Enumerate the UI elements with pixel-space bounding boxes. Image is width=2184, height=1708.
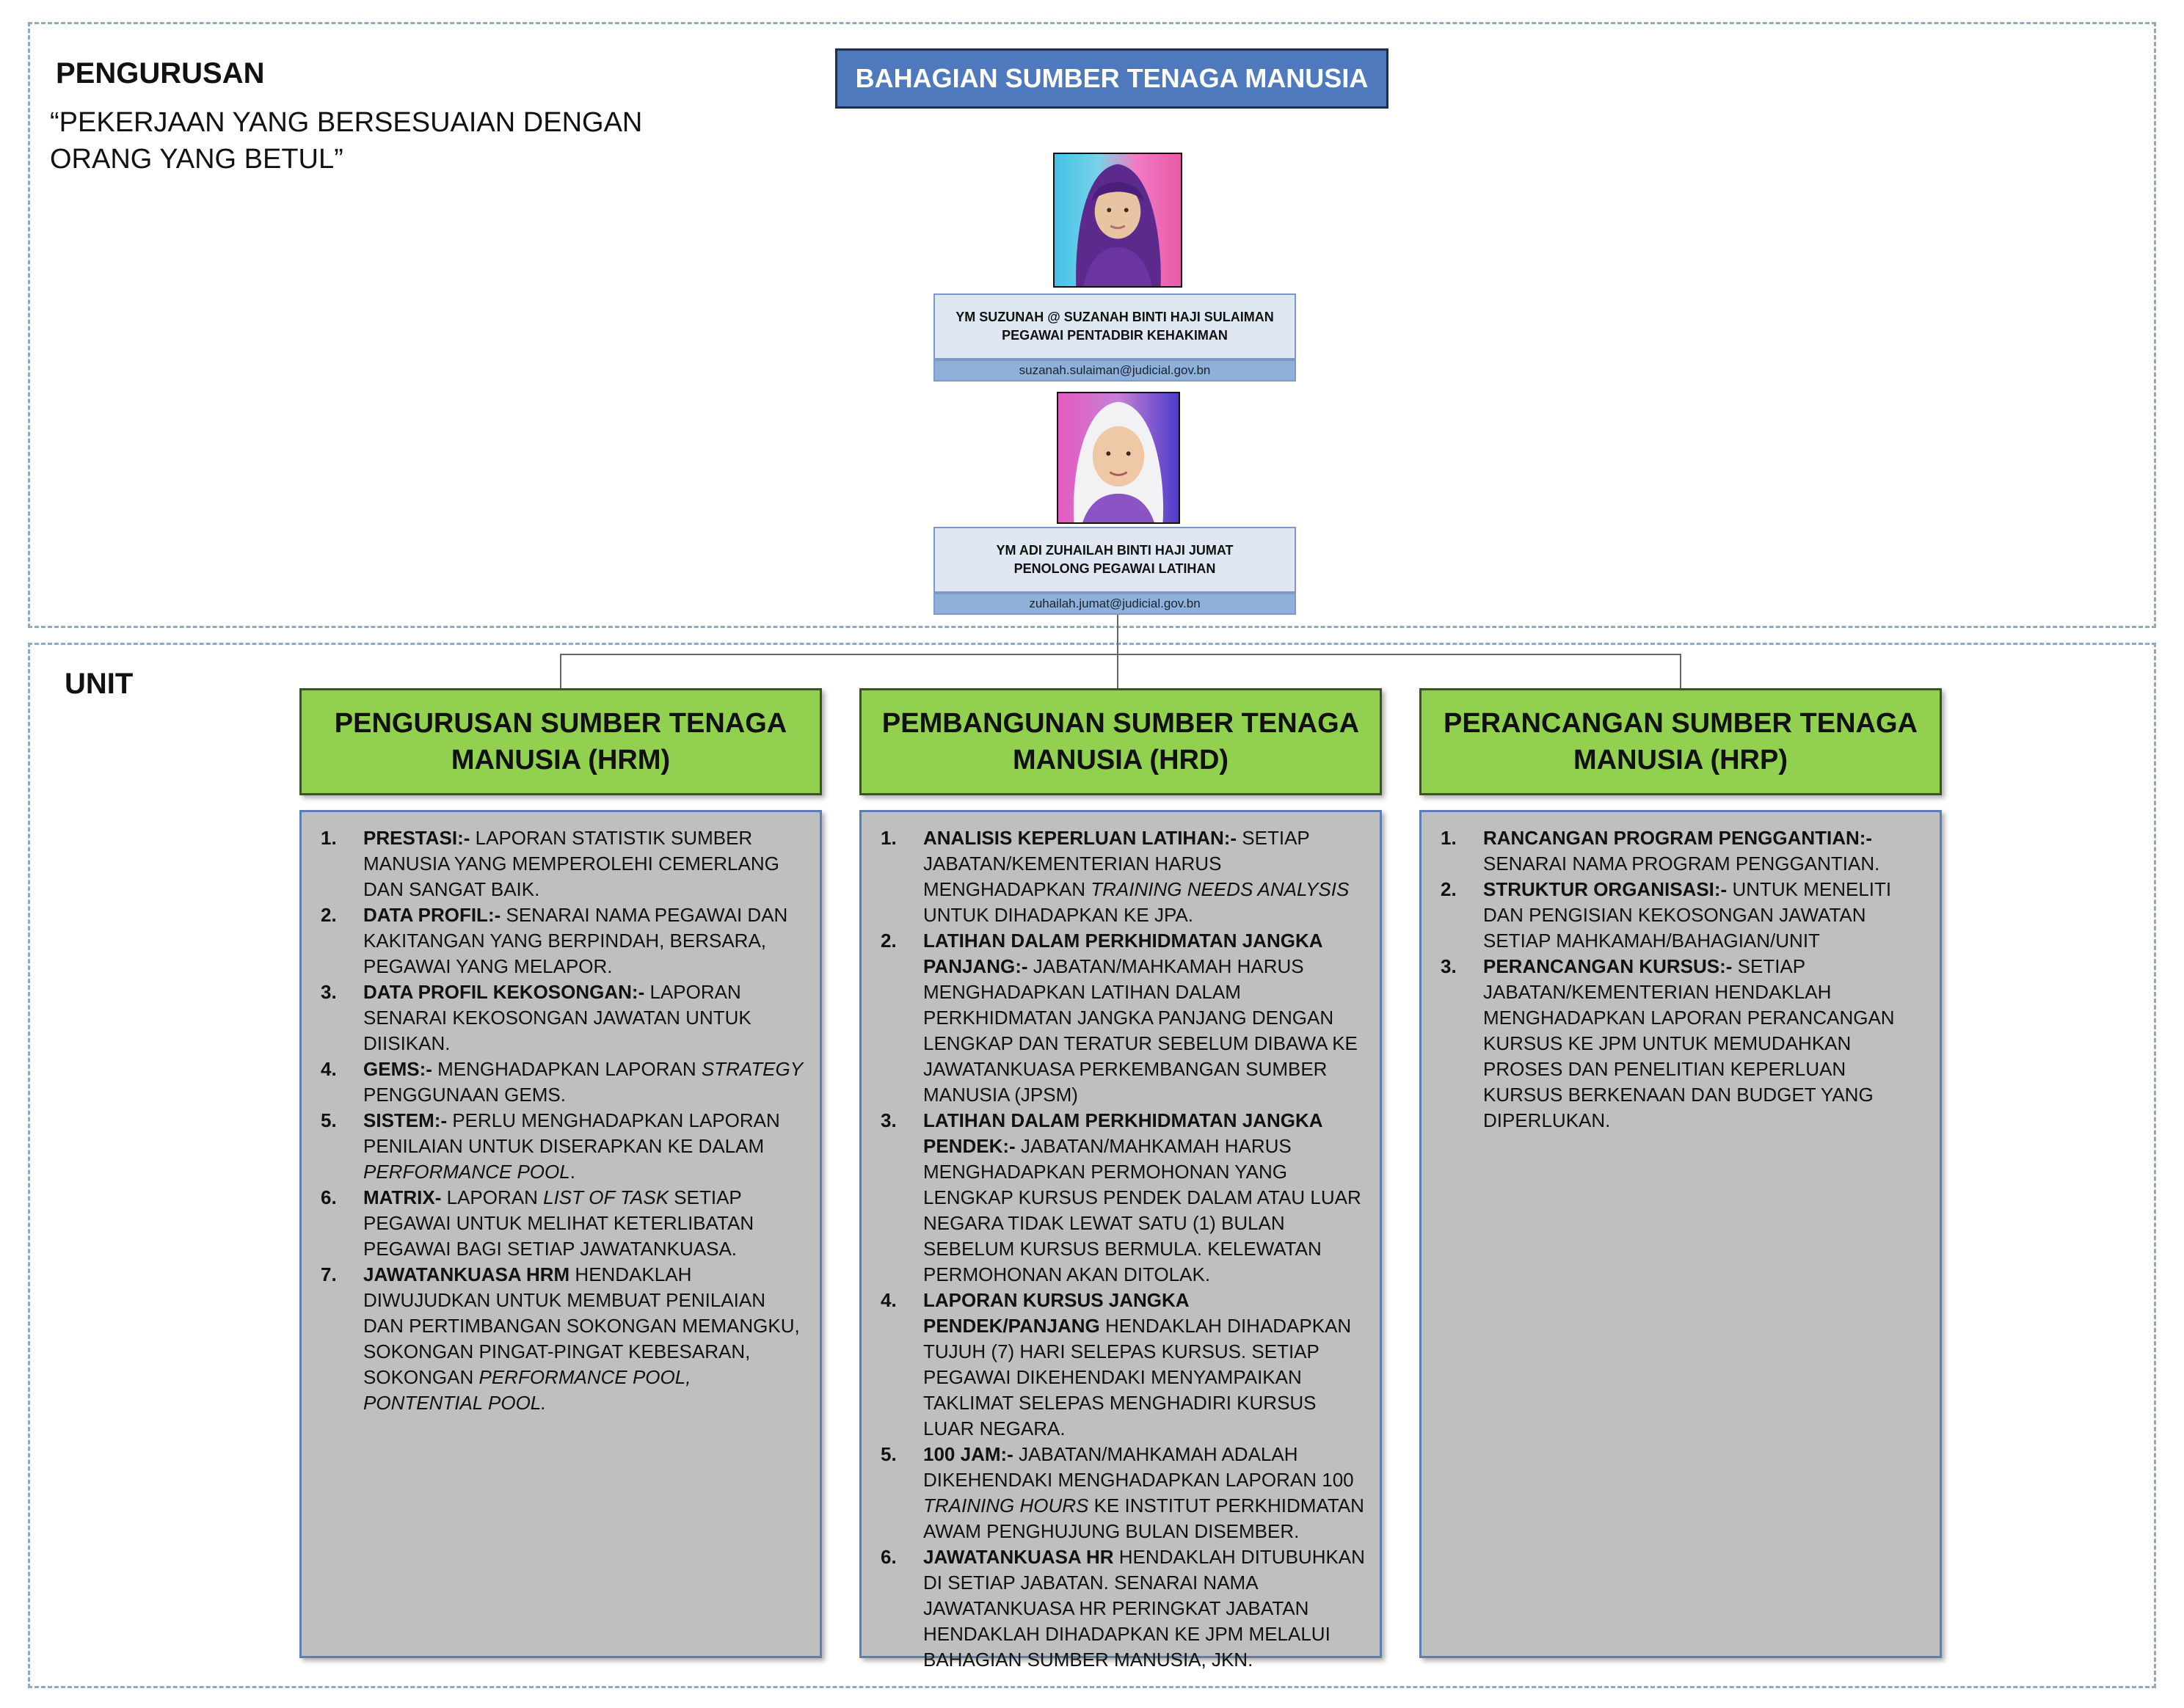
list-item-number: 3. bbox=[1441, 955, 1457, 977]
list-item-label: JAWATANKUASA HRM bbox=[363, 1263, 570, 1285]
list-item-text: PERFORMANCE POOL bbox=[363, 1161, 570, 1183]
officer-1-card bbox=[933, 293, 1296, 360]
list-item-number: 4. bbox=[321, 1058, 337, 1080]
list-item-text: MENGHADAPKAN LAPORAN bbox=[432, 1058, 702, 1080]
list-item bbox=[321, 825, 805, 902]
list-item-label: JAWATANKUASA HR bbox=[923, 1546, 1114, 1568]
list-item-text: HENDAKLAH DIWUJUDKAN UNTUK MEMBUAT PENILAIAN DAN PERTIMBANGAN SOKONGAN MEMANGKU, SOKONGAN PINGAT-PINGAT KEBESARAN, SOKONGAN bbox=[363, 1263, 800, 1388]
unit-hrp-description bbox=[1419, 810, 1942, 1658]
unit-hrp-item-list bbox=[1441, 825, 1925, 1134]
unit-hrd-title-line-2: MANUSIA (HRD) bbox=[1012, 745, 1229, 775]
unit-hrp-title-line-2: MANUSIA (HRP) bbox=[1573, 745, 1788, 775]
connector-hrp bbox=[1680, 654, 1681, 688]
connector-hrm bbox=[560, 654, 561, 688]
list-item-text: SENARAI NAMA PROGRAM PENGGANTIAN. bbox=[1483, 853, 1880, 875]
list-item-text: TRAINING HOURS bbox=[923, 1494, 1089, 1517]
list-item-label: SISTEM:- bbox=[363, 1109, 448, 1131]
list-item-number: 1. bbox=[321, 827, 337, 849]
unit-label: UNIT bbox=[65, 668, 134, 700]
list-item-label: DATA PROFIL KEKOSONGAN:- bbox=[363, 981, 645, 1003]
list-item-label: PERANCANGAN KURSUS:- bbox=[1483, 955, 1733, 977]
list-item-label: GEMS:- bbox=[363, 1058, 432, 1080]
list-item bbox=[321, 1056, 805, 1108]
management-label: PENGURUSAN bbox=[56, 57, 265, 90]
officer-1-name: YM SUZUNAH @ SUZANAH BINTI HAJI SULAIMAN bbox=[956, 310, 1274, 324]
list-item-text: LAPORAN STATISTIK SUMBER MANUSIA YANG MEMPEROLEHI CEMERLANG DAN SANGAT BAIK. bbox=[363, 827, 779, 900]
department-title: BAHAGIAN SUMBER TENAGA MANUSIA bbox=[835, 48, 1388, 109]
list-item-number: 5. bbox=[881, 1443, 897, 1465]
list-item-text: PERFORMANCE POOL, PONTENTIAL POOL. bbox=[363, 1366, 691, 1414]
motto bbox=[50, 104, 652, 178]
officer-2-email[interactable]: zuhailah.jumat@judicial.gov.bn bbox=[933, 593, 1296, 615]
list-item bbox=[321, 979, 805, 1056]
unit-hrm-description bbox=[299, 810, 822, 1658]
list-item-text: LIST OF TASK bbox=[543, 1186, 669, 1208]
unit-hrd-title-line-1: PEMBANGUNAN SUMBER TENAGA bbox=[881, 708, 1360, 739]
list-item-number: 1. bbox=[1441, 827, 1457, 849]
unit-hrd-header bbox=[859, 688, 1382, 795]
unit-hrm-item-list bbox=[321, 825, 805, 1416]
list-item-label: PRESTASI:- bbox=[363, 827, 470, 849]
list-item-text: PENGGUNAAN GEMS. bbox=[363, 1084, 566, 1106]
list-item-text: HENDAKLAH DIHADAPKAN TUJUH (7) HARI SELEPAS KURSUS. SETIAP PEGAWAI DIKEHENDAKI MENYAMPAIKAN TAKLIMAT SELEPAS MENGHADIRI KURSUS LUAR NEGARA. bbox=[923, 1315, 1352, 1439]
list-item-number: 5. bbox=[321, 1109, 337, 1131]
list-item-text: JABATAN/MAHKAMAH HARUS MENGHADAPKAN PERMOHONAN YANG LENGKAP KURSUS PENDEK DALAM ATAU LUAR NEGARA TIDAK LEWAT SATU (1) BULAN SEBELUM KURSUS BERMULA. KELEWATAN PERMOHONAN AKAN DITOLAK. bbox=[923, 1135, 1361, 1285]
list-item-text: TRAINING NEEDS ANALYSIS bbox=[1091, 878, 1350, 900]
motto-line-1: “PEKERJAAN YANG BERSESUAIAN DENGAN bbox=[50, 107, 643, 138]
officer-1-photo bbox=[1053, 153, 1182, 288]
list-item bbox=[321, 1262, 805, 1416]
list-item bbox=[321, 1108, 805, 1185]
list-item-number: 2. bbox=[881, 930, 897, 952]
officer-1-email[interactable]: suzanah.sulaiman@judicial.gov.bn bbox=[933, 360, 1296, 382]
list-item-number: 6. bbox=[881, 1546, 897, 1568]
list-item-label: MATRIX- bbox=[363, 1186, 442, 1208]
list-item-label: RANCANGAN PROGRAM PENGGANTIAN:- bbox=[1483, 827, 1873, 849]
list-item-text: UNTUK MENELITI DAN PENGISIAN KEKOSONGAN JAWATAN SETIAP MAHKAMAH/BAHAGIAN/UNIT bbox=[1483, 878, 1892, 952]
list-item-number: 3. bbox=[321, 981, 337, 1003]
officer-2-card bbox=[933, 527, 1296, 593]
officer-2-position: PENOLONG PEGAWAI LATIHAN bbox=[1013, 561, 1216, 576]
list-item bbox=[1441, 954, 1925, 1134]
list-item-number: 2. bbox=[1441, 878, 1457, 900]
list-item-text: LAPORAN bbox=[441, 1186, 544, 1208]
list-item bbox=[1441, 825, 1925, 877]
list-item-text: SETIAP JABATAN/KEMENTERIAN HARUS MENGHADAPKAN bbox=[923, 827, 1310, 900]
list-item-text: JABATAN/MAHKAMAH HARUS MENGHADAPKAN LATIHAN DALAM PERKHIDMATAN JANGKA PANJANG DENGAN LENGKAP DAN TERATUR SEBELUM DIBAWA KE JAWATANKUASA PERKEMBANGAN SUMBER MANUSIA (JPSM) bbox=[923, 955, 1358, 1106]
list-item-number: 1. bbox=[881, 827, 897, 849]
list-item bbox=[881, 928, 1365, 1108]
list-item-text: HENDAKLAH DITUBUHKAN DI SETIAP JABATAN. SENARAI NAMA JAWATANKUASA HR PERINGKAT JABATAN HENDAKLAH DIHADAPKAN KE JPM MELALUI BAHAGIAN SUMBER MANUSIA, JKN. bbox=[923, 1546, 1365, 1671]
list-item-label: LATIHAN DALAM PERKHIDMATAN JANGKA PENDEK:- bbox=[923, 1109, 1322, 1157]
list-item-label: LATIHAN DALAM PERKHIDMATAN JANGKA PANJANG:- bbox=[923, 930, 1322, 977]
list-item-text: PERLU MENGHADAPKAN LAPORAN PENILAIAN UNTUK DISERAPKAN KE DALAM bbox=[363, 1109, 780, 1157]
list-item bbox=[881, 825, 1365, 928]
list-item-text: SENARAI NAMA PEGAWAI DAN KAKITANGAN YANG BERPINDAH, BERSARA, PEGAWAI YANG MELAPOR. bbox=[363, 904, 788, 977]
list-item-label: 100 JAM:- bbox=[923, 1443, 1013, 1465]
list-item-label: LAPORAN KURSUS JANGKA PENDEK/PANJANG bbox=[923, 1289, 1189, 1337]
unit-hrd-description bbox=[859, 810, 1382, 1671]
unit-hrd-item-list bbox=[881, 825, 1365, 1673]
unit-hrm-header bbox=[299, 688, 822, 795]
list-item bbox=[1441, 877, 1925, 954]
list-item bbox=[321, 1185, 805, 1262]
connector-trunk bbox=[1117, 615, 1118, 688]
officer-2-name: YM ADI ZUHAILAH BINTI HAJI JUMAT bbox=[996, 543, 1234, 558]
unit-hrp-header bbox=[1419, 688, 1942, 795]
list-item-number: 2. bbox=[321, 904, 337, 926]
list-item-number: 4. bbox=[881, 1289, 897, 1311]
list-item-text: STRATEGY bbox=[701, 1058, 804, 1080]
unit-hrm-title-line-1: PENGURUSAN SUMBER TENAGA bbox=[334, 708, 787, 739]
list-item bbox=[881, 1544, 1365, 1673]
list-item bbox=[881, 1442, 1365, 1544]
unit-hrm-title-line-2: MANUSIA (HRM) bbox=[451, 745, 671, 775]
list-item bbox=[881, 1108, 1365, 1288]
unit-hrp-title-line-1: PERANCANGAN SUMBER TENAGA bbox=[1443, 708, 1918, 739]
list-item-text: . bbox=[569, 1161, 575, 1183]
list-item-label: DATA PROFIL:- bbox=[363, 904, 501, 926]
motto-line-2: ORANG YANG BETUL” bbox=[50, 144, 343, 175]
connector-horizontal bbox=[560, 654, 1681, 655]
list-item-number: 7. bbox=[321, 1263, 337, 1285]
list-item bbox=[321, 902, 805, 979]
list-item-text: UNTUK DIHADAPKAN KE JPA. bbox=[923, 904, 1193, 926]
list-item-label: ANALISIS KEPERLUAN LATIHAN:- bbox=[923, 827, 1237, 849]
officer-1-position: PEGAWAI PENTADBIR KEHAKIMAN bbox=[1002, 328, 1228, 343]
list-item-text: KE INSTITUT PERKHIDMATAN AWAM PENGHUJUNG BULAN DISEMBER. bbox=[923, 1494, 1364, 1542]
list-item-label: STRUKTUR ORGANISASI:- bbox=[1483, 878, 1728, 900]
list-item-text: SETIAP JABATAN/KEMENTERIAN HENDAKLAH MENGHADAPKAN LAPORAN PERANCANGAN KURSUS KE JPM UNTUK MEMUDAHKAN PROSES DAN PENELITIAN KEPERLUAN KURSUS BERKENAAN DAN BUDGET YANG DIPERLUKAN. bbox=[1483, 955, 1895, 1131]
list-item-text: LAPORAN SENARAI KEKOSONGAN JAWATAN UNTUK DIISIKAN. bbox=[363, 981, 751, 1054]
list-item-number: 6. bbox=[321, 1186, 337, 1208]
list-item bbox=[881, 1288, 1365, 1442]
list-item-text: SETIAP PEGAWAI UNTUK MELIHAT KETERLIBATAN PEGAWAI BAGI SETIAP JAWATANKUASA. bbox=[363, 1186, 754, 1260]
list-item-text: JABATAN/MAHKAMAH ADALAH DIKEHENDAKI MENGHADAPKAN LAPORAN 100 bbox=[923, 1443, 1354, 1491]
officer-2-photo bbox=[1057, 392, 1180, 524]
list-item-number: 3. bbox=[881, 1109, 897, 1131]
